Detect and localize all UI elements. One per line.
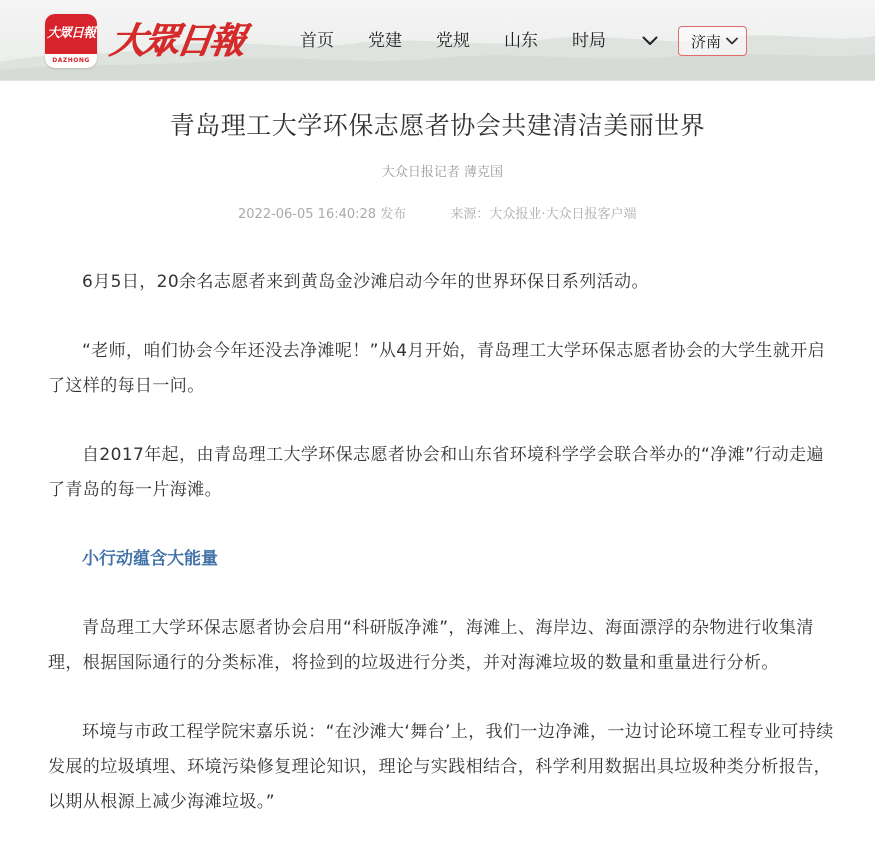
site-logo-text[interactable]: 大眾日報 xyxy=(107,20,245,62)
article-paragraph: 青岛理工大学环保志愿者协会启用“科研版净滩”，海滩上、海岸边、海面漂浮的杂物进行收集清理，根据国际通行的分类标准，将捡到的垃圾进行分类，并对海滩垃圾的数量和重量进行分析。 xyxy=(48,618,814,673)
article-source: 来源：大众报业·大众日报客户端 xyxy=(450,207,637,222)
logo-badge-latin: DAZHONG xyxy=(45,54,97,68)
article-paragraph: “老师，咱们协会今年还没去净滩呢！”从4月开始，青岛理工大学环保志愿者协会的大学生就开启了这样的每日一问。 xyxy=(48,341,826,396)
nav-item-shandong[interactable]: 山东 xyxy=(504,31,538,51)
city-selector-label: 济南 xyxy=(691,32,722,51)
main-nav xyxy=(300,26,747,56)
nav-item-party-rules[interactable]: 党规 xyxy=(436,31,470,51)
article-title: 青岛理工大学环保志愿者协会共建清洁美丽世界 xyxy=(169,111,706,140)
article-paragraph: 6月5日，20余名志愿者来到黄岛金沙滩启动今年的世界环保日系列活动。 xyxy=(82,272,649,292)
logo-badge-mark: 大眾日報 xyxy=(46,26,95,41)
chevron-down-icon xyxy=(642,36,658,46)
nav-item-party-building[interactable]: 党建 xyxy=(368,31,402,51)
article-paragraph: 自2017年起，由青岛理工大学环保志愿者协会和山东省环境科学学会联合举办的“净滩”行动走遍了青岛的每一片海滩。 xyxy=(48,445,824,500)
nav-item-current-affairs[interactable]: 时局 xyxy=(572,31,606,51)
article-byline: 大众日报记者 薄克国 xyxy=(381,165,504,180)
nav-item-home[interactable]: 首页 xyxy=(300,31,334,51)
chevron-down-icon xyxy=(726,37,738,45)
article-meta xyxy=(238,205,636,225)
city-selector[interactable] xyxy=(678,26,747,56)
article-paragraph: 环境与市政工程学院宋嘉乐说：“在沙滩大‘舞台’上，我们一边净滩，一边讨论环境工程专业可持续发展的垃圾填埋、环境污染修复理论知识，理论与实践相结合，科学利用数据出具垃圾种类分析报告，以期从根源上减少海滩垃圾。” xyxy=(48,722,834,812)
article-body xyxy=(48,265,840,854)
nav-more-button[interactable] xyxy=(640,26,660,56)
article-subheading: 小行动蕴含大能量 xyxy=(82,549,218,569)
publish-time: 2022-06-05 16:40:28 发布 xyxy=(238,207,407,222)
site-header xyxy=(0,0,875,81)
logo-badge[interactable] xyxy=(45,14,97,68)
